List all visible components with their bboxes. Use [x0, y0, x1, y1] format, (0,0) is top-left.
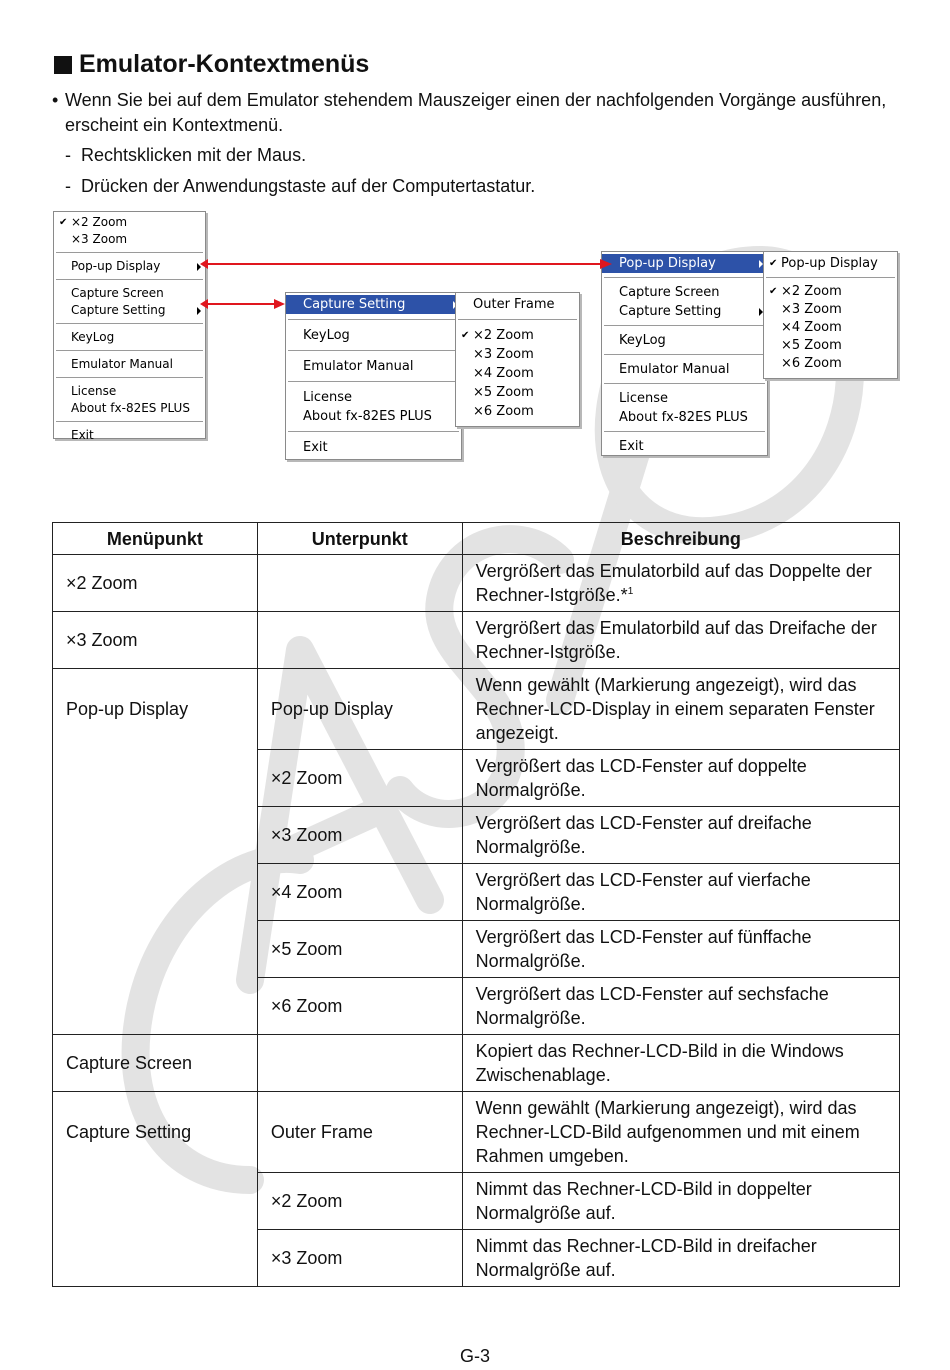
table-cell-item: Capture Screen — [53, 1035, 258, 1092]
table-row — [53, 612, 900, 669]
check-mark-icon: ✔ — [461, 330, 470, 341]
table-cell-sub: Pop-up Display — [257, 669, 462, 750]
arrowhead-capture-icon — [274, 299, 285, 309]
table-cell-item: Capture Setting — [53, 1092, 258, 1287]
sub-item-app-key: - Drücken der Anwendungstaste auf der Computertastatur. — [65, 175, 536, 196]
sub-item-text: Rechtsklicken mit der Maus. — [81, 145, 307, 165]
menu-item-label: Capture Setting — [71, 303, 166, 317]
table-cell-desc: Vergrößert das LCD-Fenster auf dreifache Normalgröße. — [462, 807, 899, 864]
menu-item-label: Exit — [303, 440, 328, 455]
menu-item-label: License — [303, 390, 353, 405]
footnote-marker: 1 — [627, 586, 634, 597]
table-cell-desc: Vergrößert das LCD-Fenster auf sechsfache Normalgröße. — [462, 978, 899, 1035]
menu-item-label: Pop-up Display — [619, 256, 716, 271]
menu-item-label: ×5 Zoom — [781, 338, 842, 353]
menu-item-label: KeyLog — [619, 333, 666, 348]
table-header: Unterpunkt — [257, 523, 462, 555]
table-cell-sub: ×5 Zoom — [257, 921, 462, 978]
table-header: Menüpunkt — [53, 523, 258, 555]
menu-item-label: KeyLog — [303, 328, 350, 343]
menu-item-label: ×2 Zoom — [473, 328, 534, 343]
arrowhead-popup-icon — [600, 259, 612, 269]
menu-item-label: Exit — [71, 428, 94, 442]
table-cell-desc: Nimmt das Rechner-LCD-Bild in dreifacher Normalgröße auf. — [462, 1230, 899, 1287]
table-cell-desc: Nimmt das Rechner-LCD-Bild in doppelter Normalgröße auf. — [462, 1173, 899, 1230]
table-cell-desc — [462, 555, 899, 612]
table-header-row — [53, 523, 900, 555]
bullet-dot: • — [52, 90, 59, 110]
table-cell-sub — [257, 612, 462, 669]
menu-item-label: Emulator Manual — [71, 357, 173, 371]
menu-item-label: License — [71, 384, 117, 398]
arrowhead-start-icon — [200, 299, 208, 309]
sub-item-text: Drücken der Anwendungstaste auf der Computertastatur. — [81, 175, 536, 196]
menu-item-label: KeyLog — [71, 330, 115, 344]
menu-item-label: Outer Frame — [473, 297, 555, 312]
menu-item-label: About fx-82ES PLUS — [71, 401, 190, 415]
table-cell-sub: Outer Frame — [257, 1092, 462, 1173]
connector-arrows — [0, 0, 950, 520]
heading-text: Emulator-Kontextmenüs — [79, 50, 370, 78]
menu-item-label: ×3 Zoom — [71, 232, 128, 246]
table-row — [53, 555, 900, 612]
menu-description-table — [52, 522, 900, 1287]
table-cell-sub: ×2 Zoom — [257, 1173, 462, 1230]
menu-item-label: Emulator Manual — [303, 359, 414, 374]
menu-item-label: Exit — [619, 439, 644, 454]
table-cell-sub: ×2 Zoom — [257, 750, 462, 807]
menu-item-label: ×3 Zoom — [781, 302, 842, 317]
table-cell-sub: ×4 Zoom — [257, 864, 462, 921]
table-cell-item: ×3 Zoom — [53, 612, 258, 669]
table-row — [53, 669, 900, 750]
table-cell-desc: Wenn gewählt (Markierung angezeigt), wird das Rechner-LCD-Bild aufgenommen und mit einem Rahmen umgeben. — [462, 1092, 899, 1173]
arrowhead-start-icon — [200, 259, 208, 269]
menu-item-label: ×5 Zoom — [473, 385, 534, 400]
menu-item-label: ×2 Zoom — [781, 284, 842, 299]
table-cell-item: ×2 Zoom — [53, 555, 258, 612]
desc-text: Vergrößert das Emulatorbild auf das Doppelte der Rechner-Istgröße.* — [475, 561, 872, 605]
menu-item-label: ×6 Zoom — [781, 356, 842, 371]
table-cell-sub: ×3 Zoom — [257, 1230, 462, 1287]
menu-item-label: Capture Setting — [619, 304, 722, 319]
table-cell-desc: Kopiert das Rechner-LCD-Bild in die Windows Zwischenablage. — [462, 1035, 899, 1092]
check-mark-icon: ✔ — [59, 217, 68, 228]
table-cell-desc: Vergrößert das LCD-Fenster auf vierfache Normalgröße. — [462, 864, 899, 921]
menu-item-label: Pop-up Display — [71, 259, 161, 273]
page-number: G-3 — [459, 1346, 490, 1366]
menu-item-label: ×4 Zoom — [473, 366, 534, 381]
menu-item-label: Pop-up Display — [781, 256, 878, 271]
menu-item-label: License — [619, 391, 669, 406]
menu-item-label: About fx-82ES PLUS — [303, 409, 432, 424]
table-row — [53, 1092, 900, 1173]
table-cell-sub: ×3 Zoom — [257, 807, 462, 864]
menu-item-label: Capture Setting — [303, 297, 406, 312]
check-mark-icon: ✔ — [769, 258, 778, 269]
table-cell-desc: Wenn gewählt (Markierung angezeigt), wird das Rechner-LCD-Display in einem separaten Fenster angezeigt. — [462, 669, 899, 750]
menu-item-label: ×3 Zoom — [473, 347, 534, 362]
intro-bullet-text: Wenn Sie bei auf dem Emulator stehendem Mauszeiger einen der nachfolgenden Vorgänge ausführen, erscheint ein Kontextmenü. — [65, 90, 887, 135]
menu-item-label: ×4 Zoom — [781, 320, 842, 335]
table-header: Beschreibung — [462, 523, 899, 555]
sub-item-right-click: - Rechtsklicken mit der Maus. — [65, 145, 307, 165]
menu-item-label: Emulator Manual — [619, 362, 730, 377]
menu-item-label: About fx-82ES PLUS — [619, 410, 748, 425]
table-cell-sub — [257, 555, 462, 612]
table-cell-sub: ×6 Zoom — [257, 978, 462, 1035]
table-cell-desc: Vergrößert das LCD-Fenster auf fünffache Normalgröße. — [462, 921, 899, 978]
check-mark-icon: ✔ — [769, 286, 778, 297]
menu-item-label: Capture Screen — [71, 286, 164, 300]
table-row — [53, 1035, 900, 1092]
table-cell-desc: Vergrößert das LCD-Fenster auf doppelte Normalgröße. — [462, 750, 899, 807]
table-cell-item: Pop-up Display — [53, 669, 258, 1035]
menu-item-label: ×6 Zoom — [473, 404, 534, 419]
table-cell-sub — [257, 1035, 462, 1092]
menu-item-label: Capture Screen — [619, 285, 720, 300]
table-cell-desc: Vergrößert das Emulatorbild auf das Dreifache der Rechner-Istgröße. — [462, 612, 899, 669]
menu-item-label: ×2 Zoom — [71, 215, 128, 229]
